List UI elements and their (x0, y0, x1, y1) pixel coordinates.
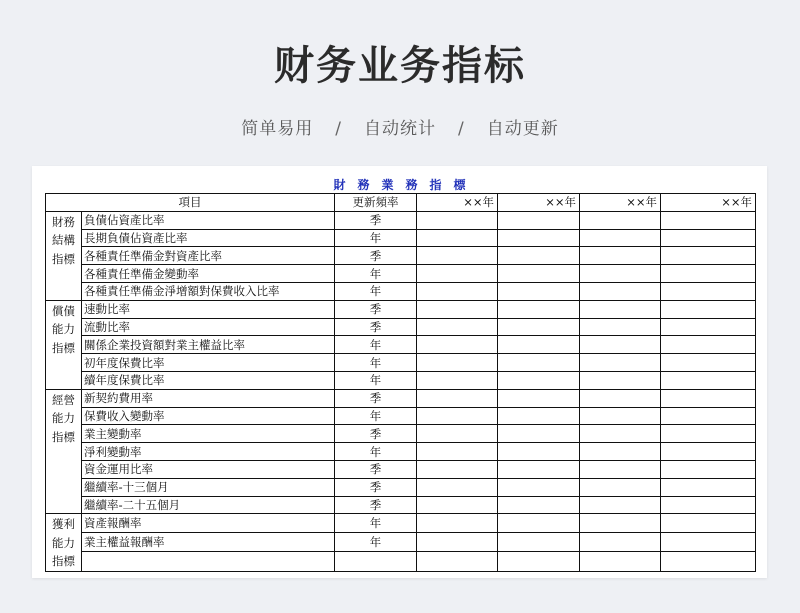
frequency-cell: 季 (335, 425, 417, 443)
year-value-cell[interactable] (580, 533, 661, 552)
indicator-name-cell: 各種責任準備金對資產比率 (82, 247, 335, 265)
year-value-cell[interactable] (498, 552, 580, 571)
table-row (46, 211, 756, 229)
year-value-cell[interactable] (417, 247, 498, 265)
frequency-cell: 季 (335, 478, 417, 496)
indicator-name-cell: 保費收入變動率 (82, 407, 335, 425)
category-cell: 財務結構指標 (46, 211, 82, 300)
year-value-cell[interactable] (661, 371, 756, 389)
year-value-cell[interactable] (661, 389, 756, 407)
year-value-cell[interactable] (580, 478, 661, 496)
indicator-name-cell: 各種責任準備金變動率 (82, 265, 335, 283)
year-value-cell[interactable] (661, 425, 756, 443)
year-value-cell[interactable] (661, 300, 756, 318)
year-value-cell[interactable] (580, 247, 661, 265)
frequency-cell: 年 (335, 229, 417, 247)
year-value-cell[interactable] (661, 336, 756, 354)
year-value-cell[interactable] (498, 336, 580, 354)
year-value-cell[interactable] (661, 443, 756, 461)
spreadsheet-preview (32, 166, 767, 578)
year-value-cell[interactable] (417, 282, 498, 300)
indicator-table (45, 193, 756, 572)
year-value-cell[interactable] (661, 282, 756, 300)
frequency-cell: 年 (335, 354, 417, 372)
year-value-cell[interactable] (417, 336, 498, 354)
year-value-cell[interactable] (661, 407, 756, 425)
year-value-cell[interactable] (661, 318, 756, 336)
frequency-cell: 季 (335, 300, 417, 318)
year-value-cell[interactable] (661, 533, 756, 552)
year-value-cell[interactable] (417, 496, 498, 514)
year-value-cell[interactable] (580, 514, 661, 533)
year-value-cell[interactable] (417, 318, 498, 336)
year-value-cell[interactable] (661, 265, 756, 283)
frequency-cell: 年 (335, 336, 417, 354)
indicator-name-cell: 淨利變動率 (82, 443, 335, 461)
table-row (46, 247, 756, 265)
table-row (46, 443, 756, 461)
year-value-cell[interactable] (498, 211, 580, 229)
category-cell: 償債能力指標 (46, 300, 82, 389)
year-value-cell[interactable] (580, 229, 661, 247)
year-value-cell[interactable] (417, 407, 498, 425)
year-value-cell[interactable] (498, 282, 580, 300)
year-value-cell[interactable] (580, 443, 661, 461)
year-value-cell[interactable] (661, 211, 756, 229)
year-value-cell[interactable] (661, 496, 756, 514)
sheet-title: 財 務 業 務 指 標 (333, 178, 466, 192)
table-row (46, 300, 756, 318)
year-value-cell[interactable] (661, 514, 756, 533)
table-row (46, 533, 756, 552)
year-value-cell[interactable] (498, 443, 580, 461)
year-value-cell[interactable] (498, 514, 580, 533)
table-row (46, 265, 756, 283)
frequency-cell: 年 (335, 265, 417, 283)
frequency-cell: 年 (335, 407, 417, 425)
indicator-name-cell: 業主權益報酬率 (82, 533, 335, 552)
table-row (46, 478, 756, 496)
subtitle-auto-stats: 自动统计 (364, 119, 436, 139)
table-row (46, 229, 756, 247)
year-value-cell[interactable] (661, 552, 756, 571)
frequency-cell: 季 (335, 318, 417, 336)
table-header-row (46, 194, 756, 212)
year-value-cell[interactable] (498, 478, 580, 496)
year-value-cell[interactable] (417, 478, 498, 496)
year-value-cell[interactable] (417, 460, 498, 478)
indicator-name-cell: 業主變動率 (82, 425, 335, 443)
indicator-name-cell: 長期負債佔資產比率 (82, 229, 335, 247)
subtitle-easy: 简单易用 (241, 119, 314, 139)
frequency-cell: 季 (335, 211, 417, 229)
header-year: ××年 (417, 194, 498, 212)
header-frequency: 更新頻率 (335, 194, 417, 212)
header-item: 項目 (46, 194, 335, 212)
header-year: ××年 (661, 194, 756, 212)
year-value-cell[interactable] (580, 460, 661, 478)
year-value-cell[interactable] (417, 533, 498, 552)
frequency-cell: 年 (335, 514, 417, 533)
year-value-cell[interactable] (498, 265, 580, 283)
indicator-name-cell: 資產報酬率 (82, 514, 335, 533)
indicator-name-cell: 速動比率 (82, 300, 335, 318)
year-value-cell[interactable] (498, 354, 580, 372)
year-value-cell[interactable] (498, 533, 580, 552)
year-value-cell[interactable] (498, 371, 580, 389)
indicator-name-cell: 負債佔資產比率 (82, 211, 335, 229)
year-value-cell[interactable] (661, 229, 756, 247)
indicator-name-cell: 關係企業投資額對業主權益比率 (82, 336, 335, 354)
table-row (46, 496, 756, 514)
year-value-cell[interactable] (580, 407, 661, 425)
frequency-cell: 年 (335, 443, 417, 461)
year-value-cell[interactable] (580, 371, 661, 389)
year-value-cell[interactable] (498, 496, 580, 514)
indicator-name-cell: 繼續率-十三個月 (82, 478, 335, 496)
indicator-name-cell (82, 552, 335, 571)
subtitle-separator: / (335, 119, 342, 139)
year-value-cell[interactable] (580, 496, 661, 514)
table-row (46, 336, 756, 354)
subtitle-auto-update: 自动更新 (486, 119, 559, 139)
year-value-cell[interactable] (580, 552, 661, 571)
header-year: ××年 (498, 194, 580, 212)
year-value-cell[interactable] (580, 425, 661, 443)
indicator-name-cell: 新契約費用率 (82, 389, 335, 407)
table-row (46, 425, 756, 443)
frequency-cell: 季 (335, 247, 417, 265)
header-year: ××年 (580, 194, 661, 212)
frequency-cell: 季 (335, 496, 417, 514)
subtitle-separator: / (458, 119, 465, 139)
year-value-cell[interactable] (661, 478, 756, 496)
indicator-name-cell: 繼續率-二十五個月 (82, 496, 335, 514)
page-title: 财务业务指标 (274, 43, 526, 89)
year-value-cell[interactable] (580, 336, 661, 354)
year-value-cell[interactable] (498, 407, 580, 425)
year-value-cell[interactable] (417, 265, 498, 283)
table-row (46, 318, 756, 336)
year-value-cell[interactable] (498, 318, 580, 336)
year-value-cell[interactable] (661, 354, 756, 372)
frequency-cell: 年 (335, 533, 417, 552)
year-value-cell[interactable] (580, 300, 661, 318)
year-value-cell[interactable] (498, 425, 580, 443)
year-value-cell[interactable] (417, 354, 498, 372)
frequency-cell (335, 552, 417, 571)
year-value-cell[interactable] (498, 229, 580, 247)
year-value-cell[interactable] (580, 354, 661, 372)
year-value-cell[interactable] (498, 247, 580, 265)
year-value-cell[interactable] (417, 552, 498, 571)
indicator-name-cell: 流動比率 (82, 318, 335, 336)
frequency-cell: 年 (335, 371, 417, 389)
table-row (46, 407, 756, 425)
year-value-cell[interactable] (417, 425, 498, 443)
year-value-cell[interactable] (498, 300, 580, 318)
year-value-cell[interactable] (580, 282, 661, 300)
year-value-cell[interactable] (661, 247, 756, 265)
year-value-cell[interactable] (417, 443, 498, 461)
table-row (46, 389, 756, 407)
table-row (46, 282, 756, 300)
page-subtitle (0, 114, 800, 139)
year-value-cell[interactable] (417, 389, 498, 407)
year-value-cell[interactable] (580, 211, 661, 229)
year-value-cell[interactable] (417, 211, 498, 229)
table-row (46, 371, 756, 389)
category-cell: 獲利能力指標 (46, 514, 82, 571)
indicator-name-cell: 資金運用比率 (82, 460, 335, 478)
year-value-cell[interactable] (417, 229, 498, 247)
year-value-cell[interactable] (580, 318, 661, 336)
category-cell: 經營能力指標 (46, 389, 82, 514)
frequency-cell: 季 (335, 389, 417, 407)
table-row (46, 354, 756, 372)
year-value-cell[interactable] (498, 389, 580, 407)
year-value-cell[interactable] (580, 389, 661, 407)
frequency-cell: 年 (335, 282, 417, 300)
indicator-name-cell: 各種責任準備金淨增額對保費收入比率 (82, 282, 335, 300)
table-row (46, 460, 756, 478)
indicator-name-cell: 初年度保費比率 (82, 354, 335, 372)
frequency-cell: 季 (335, 460, 417, 478)
year-value-cell[interactable] (661, 460, 756, 478)
year-value-cell[interactable] (417, 514, 498, 533)
year-value-cell[interactable] (580, 265, 661, 283)
table-row (46, 552, 756, 571)
year-value-cell[interactable] (417, 300, 498, 318)
table-row (46, 514, 756, 533)
indicator-name-cell: 續年度保費比率 (82, 371, 335, 389)
year-value-cell[interactable] (498, 460, 580, 478)
year-value-cell[interactable] (417, 371, 498, 389)
